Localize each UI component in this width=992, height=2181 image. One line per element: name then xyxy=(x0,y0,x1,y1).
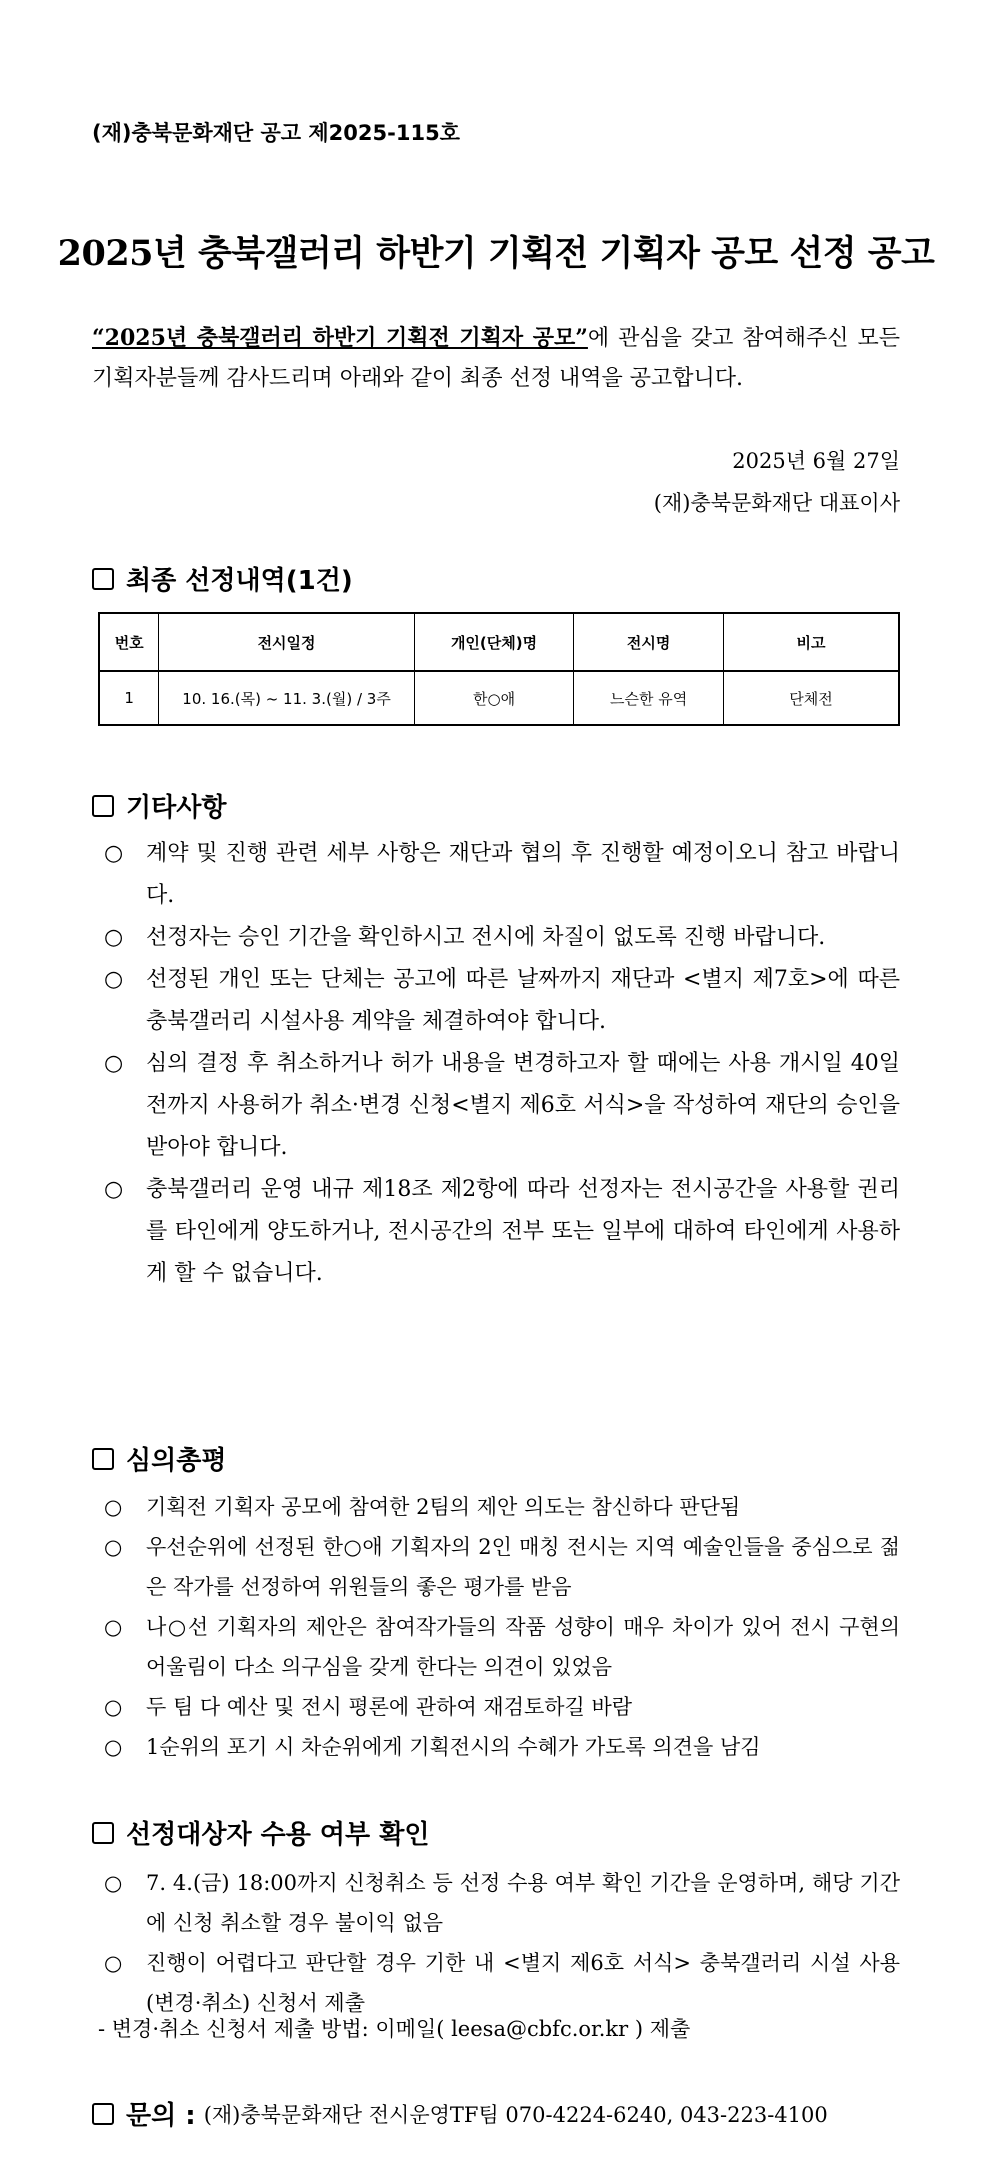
intro-quote: “2025년 충북갤러리 하반기 기획전 기획자 공모” xyxy=(92,325,588,351)
section-title: 심의총평 xyxy=(126,1446,227,1476)
confirm-list xyxy=(104,1863,900,2023)
signature: (재)충북문화재단 대표이사 xyxy=(653,491,900,515)
table-header: 개인(단체)명 xyxy=(414,613,574,671)
list-item: ○ 7. 4.(금) 18:00까지 신청취소 등 선정 수용 여부 확인 기간을 운영하며, 해당 기간에 신청 취소할 경우 불이익 없음 xyxy=(104,1863,900,1943)
circle-bullet-icon: ○ xyxy=(104,925,124,950)
circle-bullet-icon: ○ xyxy=(104,1695,123,1719)
section-title: 문의 : xyxy=(126,2101,196,2131)
circle-bullet-icon: ○ xyxy=(104,1951,123,1975)
circle-bullet-icon: ○ xyxy=(104,1871,123,1895)
section-title: 기타사항 xyxy=(126,793,227,823)
list-item: ○ 진행이 어렵다고 판단할 경우 기한 내 <별지 제6호 서식> 충북갤러리 시설 사용 (변경·취소) 신청서 제출 xyxy=(104,1943,900,2023)
table-header: 전시일정 xyxy=(159,613,414,671)
circle-bullet-icon: ○ xyxy=(104,841,124,866)
circle-bullet-icon: ○ xyxy=(104,1051,124,1076)
page-title: 2025년 충북갤러리 하반기 기획전 기획자 공모 선정 공고 xyxy=(57,233,935,274)
intro-text: 에 관심을 갖고 참여해주신 모든 기획자분들께 감사드리며 아래와 같이 최종 선정 내역을 공고합니다. xyxy=(92,326,901,391)
table-row xyxy=(99,671,899,725)
other-list xyxy=(104,833,900,1295)
table-cell: 한○애 xyxy=(414,671,574,725)
contact-heading xyxy=(92,2095,196,2132)
checkbox-square-icon xyxy=(92,1822,114,1844)
table-header: 전시명 xyxy=(574,613,724,671)
notice-number: (재)충북문화재단 공고 제2025-115호 xyxy=(92,121,460,145)
list-item: ○ 충북갤러리 운영 내규 제18조 제2항에 따라 선정자는 전시공간을 사용할 권리를 타인에게 양도하거나, 전시공간의 전부 또는 일부에 대하여 타인에게 사용하게 할 수 없습니다. xyxy=(104,1169,900,1295)
section-confirm xyxy=(92,1814,429,1851)
list-item: ○ 심의 결정 후 취소하거나 허가 내용을 변경하고자 할 때에는 사용 개시일 40일 전까지 사용허가 취소·변경 신청<별지 제6호 서식>을 작성하여 재단의 승인을 받아야 합니다. xyxy=(104,1043,900,1169)
circle-bullet-icon: ○ xyxy=(104,1495,123,1519)
section-other xyxy=(92,787,226,824)
contact-info: (재)충북문화재단 전시운영TF팀 070-4224-6240, 043-223-4100 xyxy=(203,2102,828,2127)
circle-bullet-icon: ○ xyxy=(104,1735,123,1759)
circle-bullet-icon: ○ xyxy=(104,1177,124,1202)
table-header: 번호 xyxy=(99,613,159,671)
list-item: ○ 선정자는 승인 기간을 확인하시고 전시에 차질이 없도록 진행 바랍니다. xyxy=(104,917,900,959)
section-title: 선정대상자 수용 여부 확인 xyxy=(126,1820,430,1850)
table-cell: 10. 16.(목) ~ 11. 3.(월) / 3주 xyxy=(159,671,414,725)
submit-method: - 변경·취소 신청서 제출 방법: 이메일( leesa@cbfc.or.kr ) 제출 xyxy=(98,2017,691,2041)
section-final-selection xyxy=(92,560,353,597)
table-cell: 1 xyxy=(99,671,159,725)
table-header-row xyxy=(99,613,899,671)
selection-table xyxy=(98,612,900,726)
section-review xyxy=(92,1440,226,1477)
review-list xyxy=(104,1487,900,1767)
circle-bullet-icon: ○ xyxy=(104,967,124,992)
table-cell: 느슨한 유역 xyxy=(574,671,724,725)
checkbox-square-icon xyxy=(92,795,114,817)
checkbox-square-icon xyxy=(92,2103,114,2125)
list-item: ○ 1순위의 포기 시 차순위에게 기획전시의 수혜가 가도록 의견을 남김 xyxy=(104,1727,900,1767)
checkbox-square-icon xyxy=(92,1448,114,1470)
list-item: ○ 계약 및 진행 관련 세부 사항은 재단과 협의 후 진행할 예정이오니 참고 바랍니다. xyxy=(104,833,900,917)
table-header: 비고 xyxy=(723,613,899,671)
list-item: ○ 우선순위에 선정된 한○애 기획자의 2인 매칭 전시는 지역 예술인들을 중심으로 젊은 작가를 선정하여 위원들의 좋은 평가를 받음 xyxy=(104,1527,900,1607)
checkbox-square-icon xyxy=(92,568,114,590)
list-item: ○ 두 팀 다 예산 및 전시 평론에 관하여 재검토하길 바람 xyxy=(104,1687,900,1727)
notice-date: 2025년 6월 27일 xyxy=(732,449,900,473)
contact-section xyxy=(92,2095,828,2132)
list-item: ○ 나○선 기획자의 제안은 참여작가들의 작품 성향이 매우 차이가 있어 전시 구현의 어울림이 다소 의구심을 갖게 한다는 의견이 있었음 xyxy=(104,1607,900,1687)
section-title: 최종 선정내역(1건) xyxy=(126,566,353,596)
list-item: ○ 선정된 개인 또는 단체는 공고에 따른 날짜까지 재단과 <별지 제7호>에 따른 충북갤러리 시설사용 계약을 체결하여야 합니다. xyxy=(104,959,900,1043)
circle-bullet-icon: ○ xyxy=(104,1535,123,1559)
intro-paragraph xyxy=(92,318,900,399)
list-item: ○ 기획전 기획자 공모에 참여한 2팀의 제안 의도는 참신하다 판단됨 xyxy=(104,1487,900,1527)
circle-bullet-icon: ○ xyxy=(104,1615,123,1639)
table-cell: 단체전 xyxy=(723,671,899,725)
